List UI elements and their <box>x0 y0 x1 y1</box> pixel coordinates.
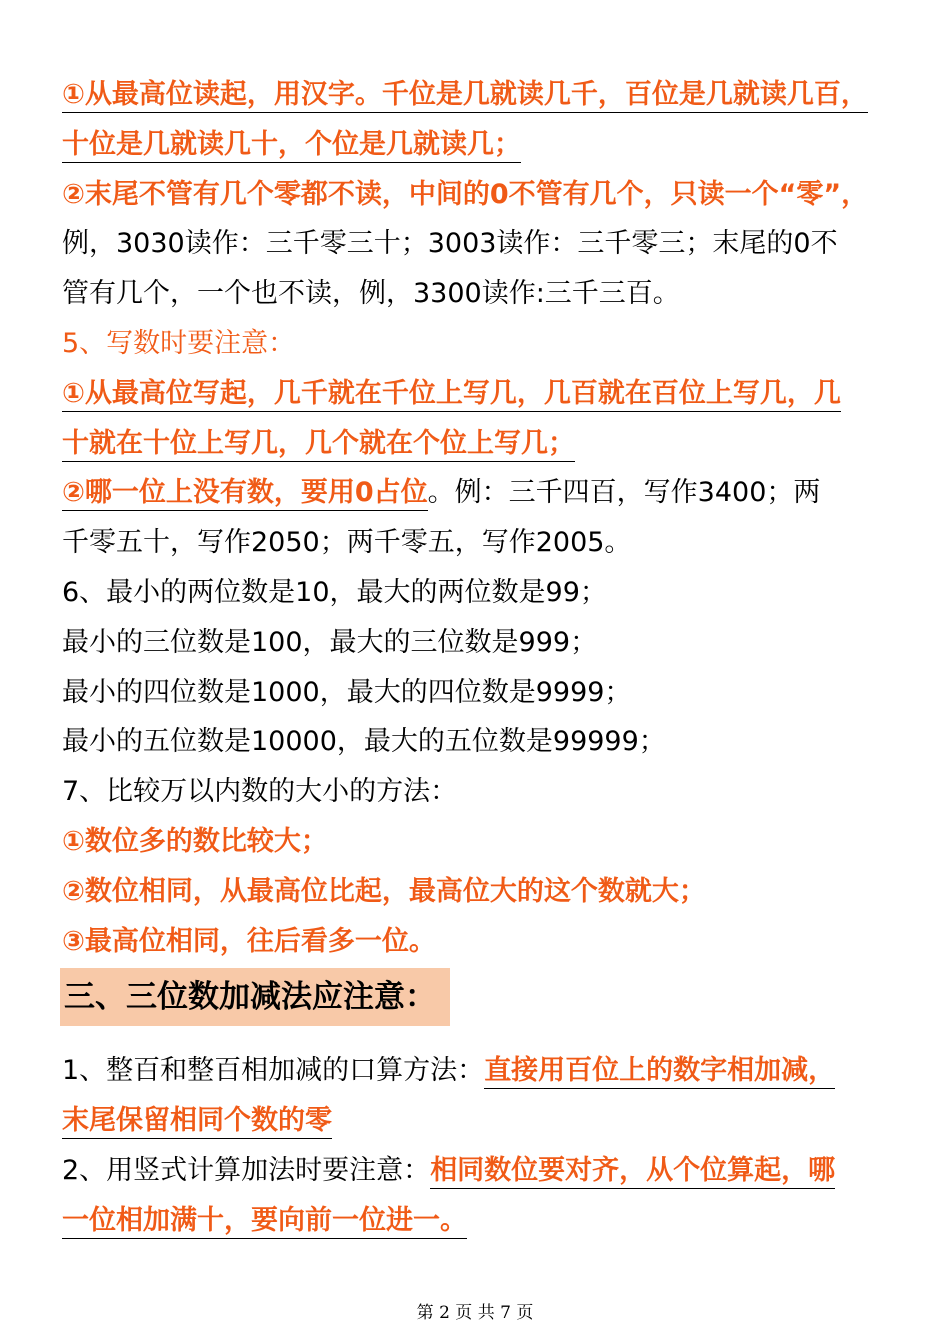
compare-text-3: ③最高位相同，往后看多一位。 <box>62 925 436 957</box>
compare-line-3 <box>62 917 888 967</box>
write-rule-2-text-orange: ②哪一位上没有数，要用0占位 <box>62 477 428 511</box>
read-rule-2-text-a: ②末尾不管有几个零都不读，中间的0不管有几个，只读一个“零”， <box>62 178 869 210</box>
write-rule-2-text-b: 千零五十，写作2050；两千零五，写作2005。 <box>62 527 632 559</box>
section-3-p1-orange-b: 末尾保留相同个数的零 <box>62 1105 332 1139</box>
section-3-p2-label: 2、用竖式计算加法时要注意： <box>62 1154 431 1186</box>
section-3-p1-orange-a: 直接用百位上的数字相加减， <box>484 1055 835 1089</box>
section-3-p1-line-2 <box>62 1096 888 1146</box>
section-3-p2-line-2 <box>62 1196 888 1246</box>
compare-text-2: ②数位相同，从最高位比起，最高位大的这个数就大； <box>62 875 706 907</box>
min-max-text-1: 6、最小的两位数是10，最大的两位数是99； <box>62 576 607 608</box>
min-max-line-2 <box>62 618 888 668</box>
page-number: 第 2 页 共 7 页 <box>416 1303 534 1323</box>
write-rule-2-line-2 <box>62 518 888 568</box>
section-3-p2-orange-a: 相同数位要对齐，从个位算起，哪 <box>430 1155 835 1189</box>
read-rule-1-line-1 <box>62 70 888 120</box>
page-footer <box>0 1298 950 1323</box>
section-3-heading-wrap <box>62 966 888 1046</box>
section-3-p2-orange-b: 一位相加满十，要向前一位进一。 <box>62 1205 467 1239</box>
read-rule-2-text-b: 例，3030读作：三千零三十；3003读作：三千零三；末尾的0不 <box>62 228 838 260</box>
read-rule-1-line-2 <box>62 120 888 170</box>
min-max-text-4: 最小的五位数是10000，最大的五位数是99999； <box>62 726 666 758</box>
min-max-line-3 <box>62 668 888 718</box>
write-title-line <box>62 319 888 369</box>
compare-text-1: ①数位多的数比较大； <box>62 825 328 857</box>
read-rule-1-text-a: ①从最高位读起，用汉字。千位是几就读几千，百位是几就读几百， <box>62 79 868 113</box>
section-3-heading: 三、三位数加减法应注意： <box>60 968 450 1026</box>
write-rule-1-line-2 <box>62 419 888 469</box>
read-rule-1-text-b: 十位是几就读几十，个位是几就读几； <box>62 129 521 163</box>
compare-line-1 <box>62 817 888 867</box>
compare-title: 7、比较万以内数的大小的方法： <box>62 776 458 808</box>
write-title: 5、写数时要注意： <box>62 327 296 359</box>
section-3-p1-label: 1、整百和整百相加减的口算方法： <box>62 1055 485 1087</box>
section-3-p1-line-1 <box>62 1046 888 1096</box>
compare-title-line <box>62 767 888 817</box>
min-max-text-3: 最小的四位数是1000，最大的四位数是9999； <box>62 676 632 708</box>
write-rule-1-line-1 <box>62 369 888 419</box>
write-rule-1-text-b: 十就在十位上写几，几个就在个位上写几； <box>62 428 575 462</box>
read-rule-2-line-1 <box>62 170 888 220</box>
write-rule-2-line-1 <box>62 468 888 518</box>
write-rule-2-text-black: 。例：三千四百，写作3400；两 <box>427 477 821 509</box>
compare-line-2 <box>62 867 888 917</box>
write-rule-1-text-a: ①从最高位写起，几千就在千位上写几，几百就在百位上写几，几 <box>62 378 841 412</box>
min-max-text-2: 最小的三位数是100，最大的三位数是999； <box>62 626 598 658</box>
min-max-line-1 <box>62 568 888 618</box>
document-body <box>62 70 888 1246</box>
min-max-line-4 <box>62 717 888 767</box>
read-rule-2-text-c: 管有几个，一个也不读，例，3300读作:三千三百。 <box>62 278 680 310</box>
read-rule-2-line-2 <box>62 219 888 269</box>
section-3-p2-line-1 <box>62 1146 888 1196</box>
read-rule-2-line-3 <box>62 269 888 319</box>
